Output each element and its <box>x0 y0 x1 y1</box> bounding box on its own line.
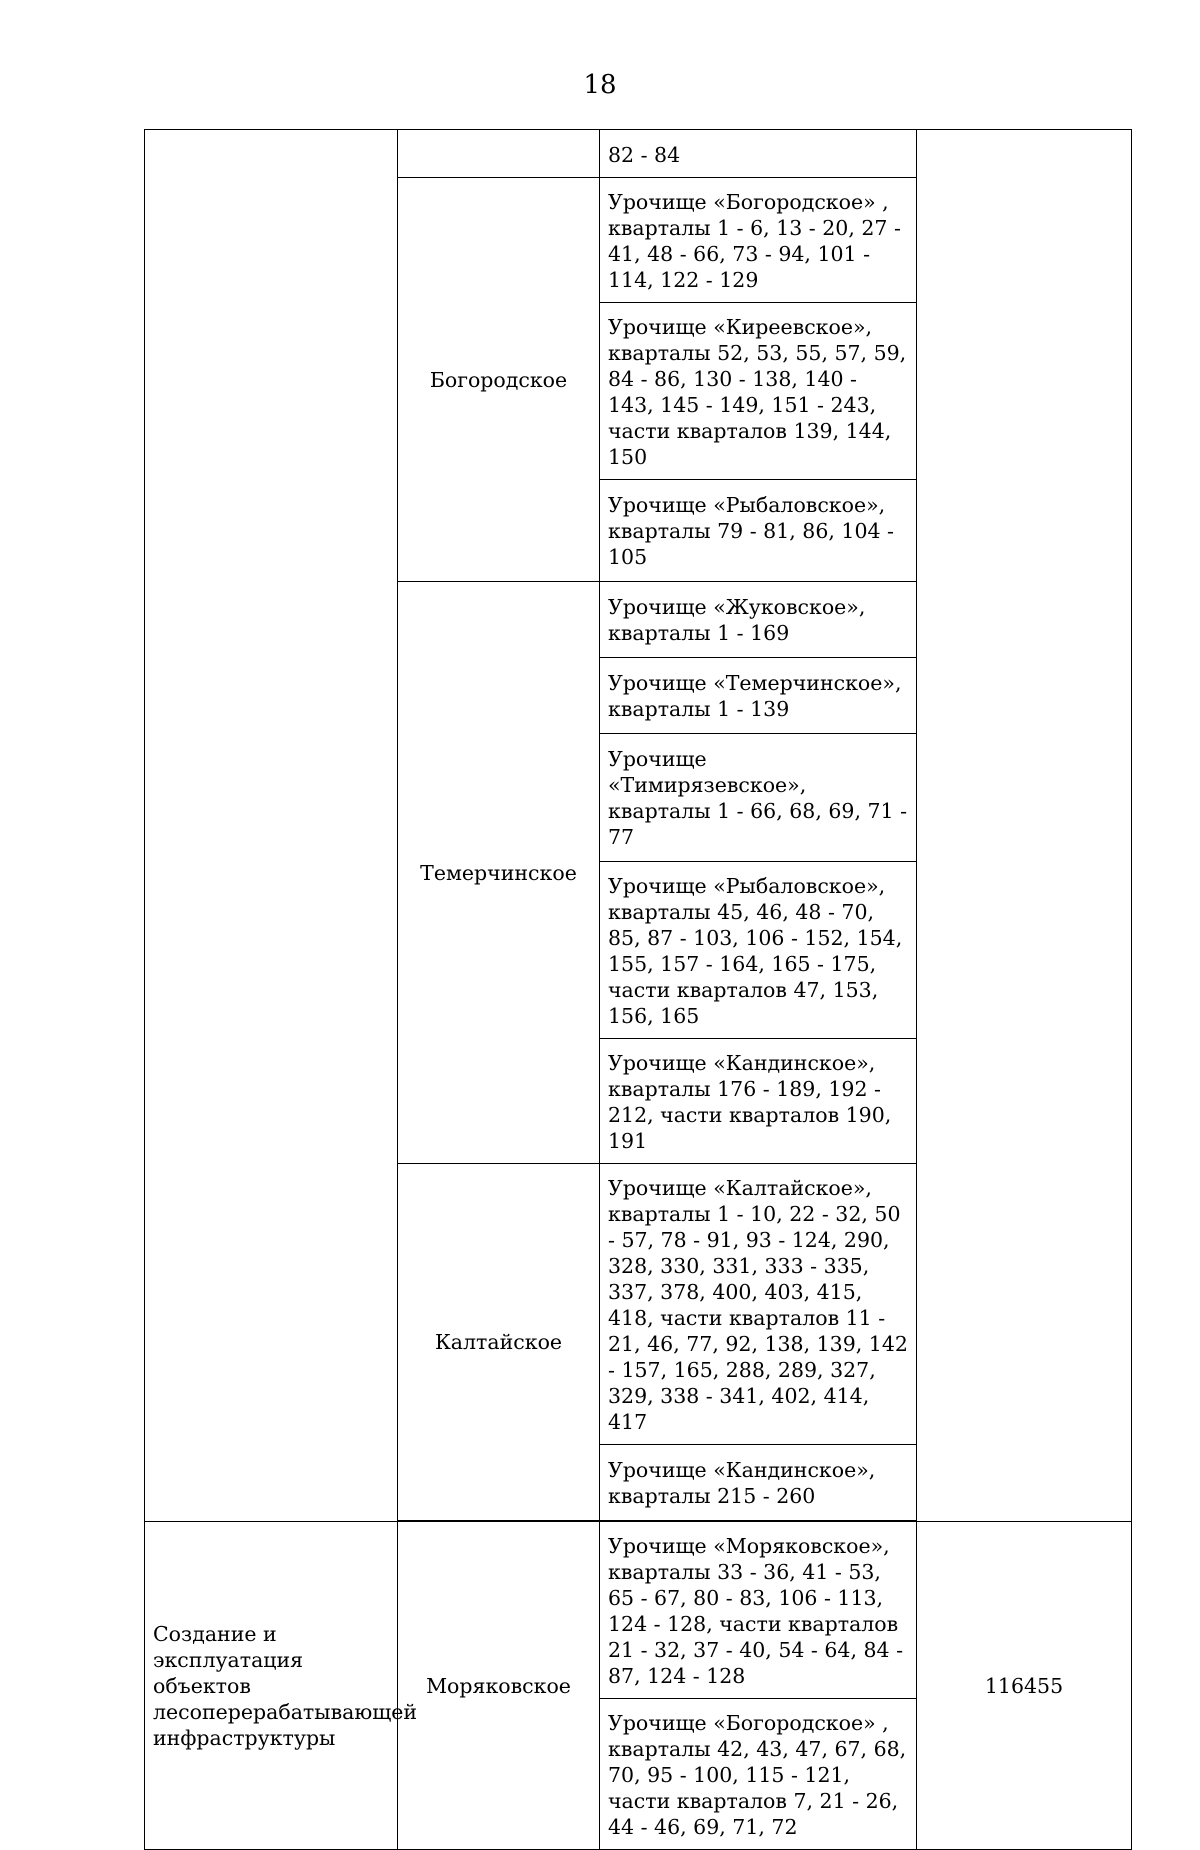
forestry-name: Богородское <box>398 178 600 582</box>
forestry-name: Моряковское <box>398 1522 600 1850</box>
forest-table <box>144 129 1132 1850</box>
tract-cell: Урочище «Калтайское», кварталы 1 - 10, 22 - 32, 50 - 57, 78 - 91, 93 - 124, 290, 328, 330, 331, 333 - 335, 337, 378, 400, 403, 415, 418, части кварталов 11 - 21, 46, 77, 92, 138, 139, 142 - 157, 165, 288, 289, 327, 329, 338 - 341, 402, 414, 417 <box>600 1164 917 1445</box>
tract-cell: Урочище «Рыбаловское», кварталы 45, 46, 48 - 70, 85, 87 - 103, 106 - 152, 154, 155, 157 - 164, 165 - 175, части кварталов 47, 153, 156, 165 <box>600 862 917 1039</box>
tract-cell: Урочище «Жуковское», кварталы 1 - 169 <box>600 582 917 658</box>
tract-cell: Урочище «Киреевское», кварталы 52, 53, 55, 57, 59, 84 - 86, 130 - 138, 140 - 143, 145 - 149, 151 - 243, части кварталов 139, 144, 150 <box>600 303 917 480</box>
activity-cell-empty <box>145 130 398 1522</box>
tract-cell: Урочище «Богородское» , кварталы 42, 43, 47, 67, 68, 70, 95 - 100, 115 - 121, части кварталов 7, 21 - 26, 44 - 46, 69, 71, 72 <box>600 1699 917 1850</box>
tract-cell: Урочище «Моряковское», кварталы 33 - 36, 41 - 53, 65 - 67, 80 - 83, 106 - 113, 124 - 128, части кварталов 21 - 32, 37 - 40, 54 - 64, 84 - 87, 124 - 128 <box>600 1522 917 1699</box>
area-cell-empty <box>917 130 1132 1522</box>
forestry-name: Калтайское <box>398 1164 600 1521</box>
activity-name: Создание и эксплуатация объектов лесоперерабатывающей инфраструктуры <box>145 1522 398 1850</box>
area-value: 116455 <box>917 1522 1132 1850</box>
tract-cell: Урочище «Рыбаловское», кварталы 79 - 81, 86, 104 - 105 <box>600 480 917 582</box>
page-number: 18 <box>583 70 617 100</box>
tract-cell: Урочище «Тимирязевское», кварталы 1 - 66, 68, 69, 71 - 77 <box>600 734 917 862</box>
tract-cell: Урочище «Темерчинское», кварталы 1 - 139 <box>600 658 917 734</box>
table-row <box>145 130 1132 178</box>
table-row <box>145 1522 1132 1699</box>
tract-cell: 82 - 84 <box>600 130 917 178</box>
tract-cell: Урочище «Богородское» , кварталы 1 - 6, 13 - 20, 27 - 41, 48 - 66, 73 - 94, 101 - 114, 122 - 129 <box>600 178 917 303</box>
forestry-name: Темерчинское <box>398 582 600 1164</box>
tract-cell: Урочище «Кандинское», кварталы 215 - 260 <box>600 1445 917 1521</box>
forestry-cell-empty <box>398 130 600 178</box>
tract-cell: Урочище «Кандинское», кварталы 176 - 189, 192 - 212, части кварталов 190, 191 <box>600 1039 917 1164</box>
